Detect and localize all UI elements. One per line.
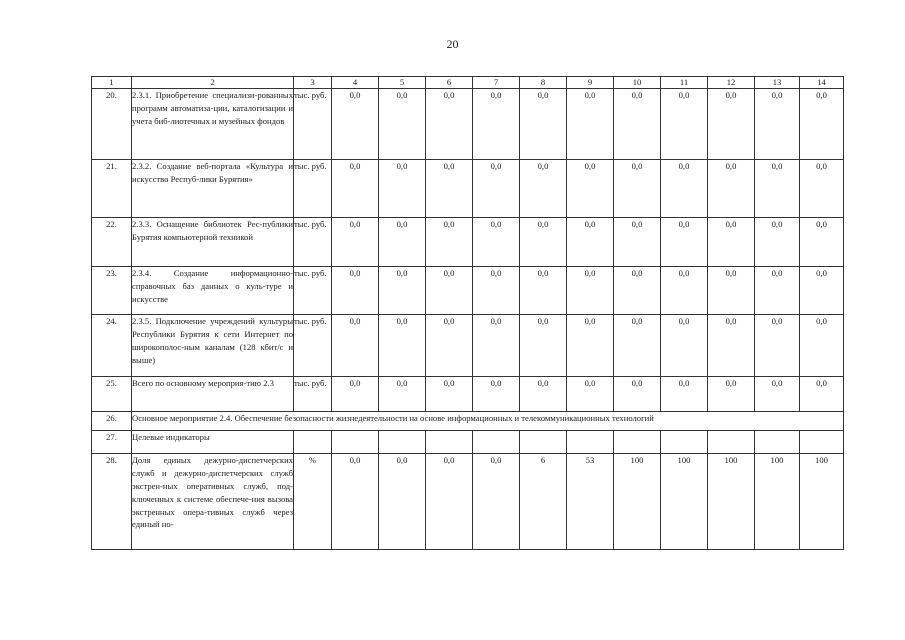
row-unit: тыс. руб.	[294, 218, 332, 267]
row-value: 0,0	[755, 267, 800, 315]
row-value: 0,0	[473, 160, 520, 218]
row-value: 0,0	[661, 315, 708, 377]
row-value: 0,0	[567, 89, 614, 160]
row-value: 0,0	[567, 160, 614, 218]
row-value: 0,0	[614, 160, 661, 218]
header-cell: 9	[567, 77, 614, 89]
row-value: 0,0	[800, 267, 844, 315]
row-value: 0,0	[520, 160, 567, 218]
row-value: 0,0	[614, 315, 661, 377]
row-value: 0,0	[755, 315, 800, 377]
row-value: 0,0	[473, 377, 520, 412]
header-cell: 2	[132, 77, 294, 89]
row-number: 28.	[92, 454, 132, 550]
header-cell: 6	[426, 77, 473, 89]
header-cell: 13	[755, 77, 800, 89]
row-number: 23.	[92, 267, 132, 315]
row-value: 100	[661, 454, 708, 550]
row-value: 0,0	[661, 89, 708, 160]
row-value: 0,0	[473, 267, 520, 315]
row-value: 0,0	[708, 377, 755, 412]
row-value: 0,0	[708, 160, 755, 218]
row-unit: %	[294, 454, 332, 550]
row-name: 2.3.3. Оснащение библиотек Рес-публики Бурятия компьютерной техникой	[132, 218, 294, 267]
header-cell: 14	[800, 77, 844, 89]
row-unit: тыс. руб.	[294, 267, 332, 315]
row-value: 0,0	[520, 218, 567, 267]
row-number: 26.	[92, 412, 132, 431]
table-row	[92, 431, 844, 454]
row-value: 0,0	[661, 160, 708, 218]
row-unit: тыс. руб.	[294, 377, 332, 412]
page-number: 20	[446, 37, 459, 51]
row-unit: тыс. руб.	[294, 315, 332, 377]
row-value: 0,0	[755, 377, 800, 412]
row-value: 0,0	[755, 160, 800, 218]
row-value: 0,0	[473, 315, 520, 377]
row-value: 0,0	[567, 218, 614, 267]
row-value: 0,0	[755, 218, 800, 267]
row-value: 0,0	[332, 89, 379, 160]
row-value: 0,0	[426, 218, 473, 267]
header-cell: 7	[473, 77, 520, 89]
header-cell: 4	[332, 77, 379, 89]
row-value: 0,0	[614, 267, 661, 315]
header-cell: 3	[294, 77, 332, 89]
empty-cell	[800, 431, 844, 454]
empty-cell	[473, 431, 520, 454]
row-value: 100	[614, 454, 661, 550]
header-cell: 12	[708, 77, 755, 89]
row-unit: тыс. руб.	[294, 160, 332, 218]
row-value: 0,0	[379, 454, 426, 550]
table-row	[92, 454, 844, 550]
row-value: 0,0	[708, 315, 755, 377]
row-value: 0,0	[332, 315, 379, 377]
row-value: 0,0	[426, 267, 473, 315]
row-value: 0,0	[332, 454, 379, 550]
row-value: 0,0	[379, 315, 426, 377]
row-value: 0,0	[520, 315, 567, 377]
row-number: 24.	[92, 315, 132, 377]
row-value: 0,0	[379, 89, 426, 160]
table-row	[92, 377, 844, 412]
row-value: 0,0	[426, 315, 473, 377]
empty-cell	[567, 431, 614, 454]
empty-cell	[379, 431, 426, 454]
empty-cell	[661, 431, 708, 454]
row-name: Доля единых дежурно-диспетчерских служб и дежурно-диспетчерских служб экстрен-ных оперативных служб, под-ключенных к системе обеспече-ния вызова экстренных опера-тивных служб через единый но-	[132, 454, 294, 550]
table-row	[92, 218, 844, 267]
row-name: 2.3.5. Подключение учреждений культуры Республики Бурятия к сети Интернет по широкополос-ным каналам (128 кбит/с и выше)	[132, 315, 294, 377]
row-value: 100	[800, 454, 844, 550]
row-value: 0,0	[661, 267, 708, 315]
row-name: 2.3.1. Приобретение специализи-рованных программ автоматиза-ции, каталогизации и учета биб-лиотечных и музейных фондов	[132, 89, 294, 160]
row-number: 21.	[92, 160, 132, 218]
empty-cell	[755, 431, 800, 454]
row-value: 0,0	[332, 377, 379, 412]
row-value: 0,0	[379, 377, 426, 412]
row-value: 0,0	[426, 89, 473, 160]
row-value: 0,0	[755, 89, 800, 160]
row-number: 22.	[92, 218, 132, 267]
table-row	[92, 89, 844, 160]
header-cell: 5	[379, 77, 426, 89]
row-value: 0,0	[473, 454, 520, 550]
row-value: 0,0	[614, 89, 661, 160]
section-title: Основное мероприятие 2.4. Обеспечение безопасности жизнедеятельности на основе информационных и телекоммуникационных технологий	[132, 412, 844, 431]
header-row	[92, 77, 844, 89]
row-value: 0,0	[379, 218, 426, 267]
row-value: 0,0	[332, 267, 379, 315]
indicators-table	[91, 76, 844, 550]
empty-cell	[614, 431, 661, 454]
row-value: 0,0	[379, 267, 426, 315]
table-row	[92, 315, 844, 377]
row-value: 0,0	[520, 377, 567, 412]
table-row	[92, 160, 844, 218]
header-cell: 8	[520, 77, 567, 89]
row-number: 27.	[92, 431, 132, 454]
row-value: 0,0	[708, 218, 755, 267]
empty-cell	[520, 431, 567, 454]
row-value: 100	[755, 454, 800, 550]
row-name: 2.3.2. Создание веб-портала «Культура и искусство Респуб-лики Бурятия»	[132, 160, 294, 218]
row-value: 53	[567, 454, 614, 550]
row-value: 0,0	[661, 218, 708, 267]
row-value: 0,0	[520, 89, 567, 160]
row-value: 0,0	[473, 218, 520, 267]
table-row	[92, 267, 844, 315]
empty-cell	[294, 431, 332, 454]
row-value: 0,0	[567, 315, 614, 377]
row-unit: тыс. руб.	[294, 89, 332, 160]
header-cell: 10	[614, 77, 661, 89]
row-value: 0,0	[426, 454, 473, 550]
row-value: 0,0	[379, 160, 426, 218]
row-value: 0,0	[520, 267, 567, 315]
row-value: 0,0	[800, 377, 844, 412]
row-value: 0,0	[800, 89, 844, 160]
row-value: 0,0	[708, 89, 755, 160]
row-value: 0,0	[332, 218, 379, 267]
row-value: 0,0	[426, 160, 473, 218]
row-value: 0,0	[800, 218, 844, 267]
row-value: 0,0	[614, 377, 661, 412]
row-value: 0,0	[800, 315, 844, 377]
row-value: 0,0	[567, 377, 614, 412]
row-value: 0,0	[567, 267, 614, 315]
row-value: 0,0	[708, 267, 755, 315]
row-value: 0,0	[661, 377, 708, 412]
row-value: 100	[708, 454, 755, 550]
row-number: 20.	[92, 89, 132, 160]
row-value: 0,0	[614, 218, 661, 267]
header-cell: 11	[661, 77, 708, 89]
table-row	[92, 412, 844, 431]
empty-cell	[426, 431, 473, 454]
row-value: 0,0	[800, 160, 844, 218]
row-value: 0,0	[473, 89, 520, 160]
row-name: Всего по основному мероприя-тию 2.3	[132, 377, 294, 412]
row-value: 0,0	[426, 377, 473, 412]
empty-cell	[332, 431, 379, 454]
header-cell: 1	[92, 77, 132, 89]
empty-cell	[708, 431, 755, 454]
row-number: 25.	[92, 377, 132, 412]
row-value: 6	[520, 454, 567, 550]
row-value: 0,0	[332, 160, 379, 218]
row-name: Целевые индикаторы	[132, 431, 294, 454]
row-name: 2.3.4. Создание информационно-справочных баз данных о куль-туре и искусстве	[132, 267, 294, 315]
